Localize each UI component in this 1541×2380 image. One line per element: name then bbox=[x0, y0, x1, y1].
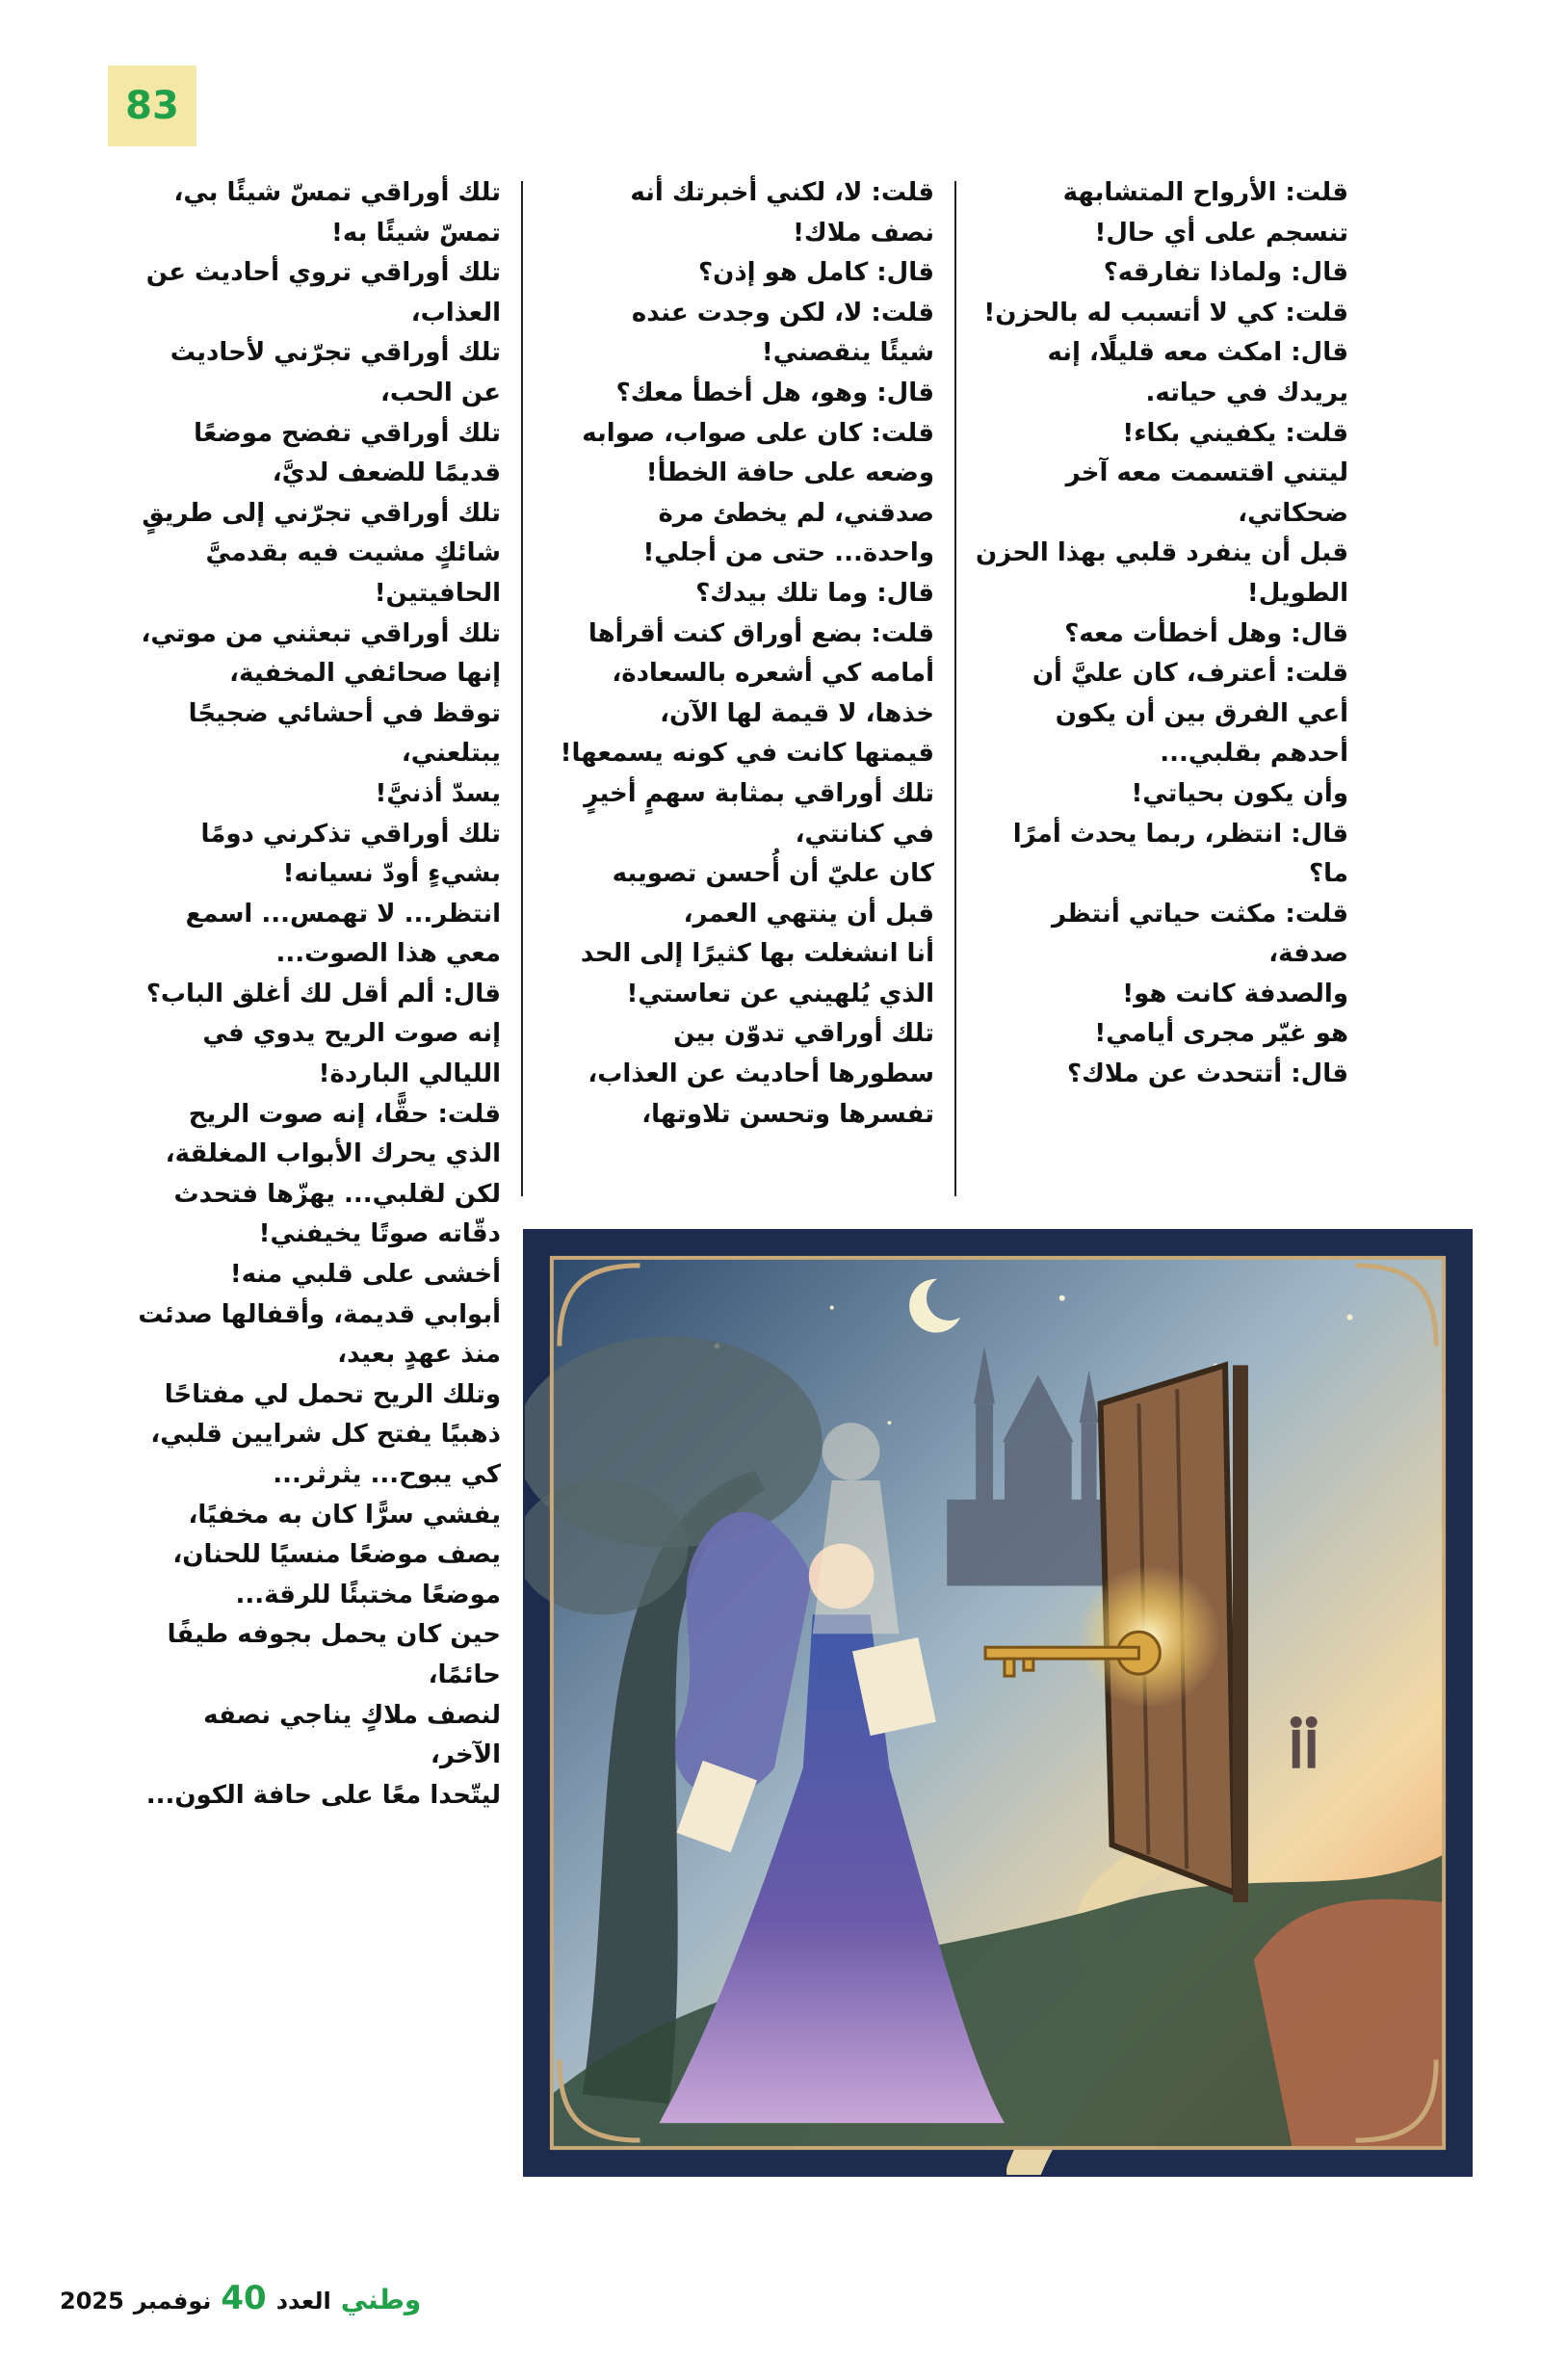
poem-line: تلك أوراقي تذكرني دومًا bbox=[200, 819, 501, 849]
poem-line: الآخر، bbox=[430, 1740, 501, 1770]
poem-line: تلك أوراقي تروي أحاديث عن bbox=[145, 258, 501, 288]
poem-line: منذ عهدٍ بعيد، bbox=[337, 1340, 501, 1370]
poem-line: في كنانتي، bbox=[795, 819, 934, 849]
poem-line: الذي يُلهيني عن تعاستي! bbox=[626, 979, 934, 1008]
poem-line: والصدفة كانت هو! bbox=[1122, 979, 1348, 1008]
poem-line: العذاب، bbox=[410, 298, 501, 327]
poem-line: تلك أوراقي تجرّني إلى طريقٍ bbox=[142, 498, 501, 528]
poem-line: موضعًا مختبئًا للرقة... bbox=[235, 1580, 501, 1609]
poem-line: إنها صحائفي المخفية، bbox=[229, 659, 501, 689]
poem-line: حائمًا، bbox=[428, 1660, 501, 1689]
poem-line: ما؟ bbox=[1309, 859, 1348, 889]
poem-line: الليالي الباردة! bbox=[318, 1059, 501, 1089]
column-divider bbox=[521, 181, 523, 1196]
poem-line: يصف موضعًا منسيًا للحنان، bbox=[172, 1540, 501, 1570]
poem-line: قلت: لا، لكني أخبرتك أنه bbox=[630, 178, 934, 207]
poem-line: قبل أن ينتهي العمر، bbox=[683, 899, 934, 928]
poem-line: الذي يحرك الأبواب المغلقة، bbox=[165, 1139, 501, 1169]
poem-line: ليتّحدا معًا على حافة الكون... bbox=[145, 1780, 501, 1810]
poem-line: تلك أوراقي بمثابة سهمٍ أخيرٍ bbox=[584, 778, 934, 808]
poem-line: ذهبيًا يفتح كل شرايين قلبي، bbox=[150, 1420, 501, 1450]
poem-line: معي هذا الصوت... bbox=[275, 939, 501, 969]
poem-line: قلت: مكثت حياتي أنتظر bbox=[1051, 899, 1348, 928]
poem-line: قال: كامل هو إذن؟ bbox=[698, 258, 934, 288]
poem-line: وتلك الريح تحمل لي مفتاحًا bbox=[164, 1379, 501, 1409]
poem-line: نصف ملاك! bbox=[793, 218, 934, 248]
poem-line: قلت: كي لا أتسبب له بالحزن! bbox=[983, 298, 1348, 327]
poem-line: قلت: أعترف، كان عليَّ أن bbox=[1032, 659, 1348, 689]
column-divider bbox=[954, 181, 956, 1196]
text-column-middle bbox=[539, 173, 934, 1135]
poem-line: قال: وما تلك بيدك؟ bbox=[695, 578, 934, 608]
poem-line: قال: وهو، هل أخطأ معك؟ bbox=[615, 378, 934, 407]
footer-issue-number: 40 bbox=[221, 2279, 267, 2317]
poem-line: تلك أوراقي تفضح موضعًا bbox=[194, 418, 501, 448]
poem-line: واحدة... حتى من أجلي! bbox=[642, 538, 934, 568]
poem-line: قال: امكث معه قليلًا، إنه bbox=[1047, 338, 1348, 368]
poem-line: كي يبوح... يثرثر... bbox=[273, 1460, 501, 1489]
footer-magazine-name: وطني bbox=[340, 2284, 422, 2315]
poem-line: تلك أوراقي تبعثني من موتي، bbox=[141, 618, 501, 648]
poem-line: شيئًا ينقصني! bbox=[761, 338, 934, 368]
poem-line: قال: انتظر، ربما يحدث أمرًا bbox=[1012, 819, 1348, 849]
poem-line: عن الحب، bbox=[379, 378, 501, 407]
poem-line: قيمتها كانت في كونه يسمعها! bbox=[560, 739, 934, 769]
poem-line: قلت: بضع أوراق كنت أقرأها bbox=[588, 618, 934, 648]
poem-line: انتظر... لا تهمس... اسمع bbox=[185, 899, 501, 928]
poem-line: كان عليّ أن أُحسن تصويبه bbox=[612, 859, 934, 889]
poem-line: هو غيّر مجرى أيامي! bbox=[1094, 1019, 1348, 1049]
poem-line: أحدهم بقلبي... bbox=[1160, 739, 1348, 769]
text-column-left bbox=[138, 173, 501, 1816]
poem-line: تلك أوراقي تدوّن بين bbox=[673, 1019, 934, 1049]
poem-line: يريدك في حياته. bbox=[1145, 378, 1348, 407]
poem-line: قال: ولماذا تفارقه؟ bbox=[1103, 258, 1348, 288]
poem-line: صدقني، لم يخطئ مرة bbox=[658, 498, 934, 528]
poem-line: توقظ في أحشائي ضجيجًا bbox=[188, 698, 501, 728]
poem-line: يسدّ أذنيَّ! bbox=[375, 778, 501, 808]
poem-line: لنصف ملاكٍ يناجي نصفه bbox=[203, 1700, 501, 1730]
poem-line: وأن يكون بحياتي! bbox=[1131, 778, 1348, 808]
page-footer bbox=[60, 2279, 421, 2317]
poem-line: الطويل! bbox=[1246, 578, 1348, 608]
poem-line: صدفة، bbox=[1268, 939, 1348, 969]
poem-line: لكن لقلبي... يهزّها فتحدث bbox=[173, 1179, 501, 1209]
poem-line: الحافيتين! bbox=[374, 578, 501, 608]
poem-line: قال: ألم أقل لك أغلق الباب؟ bbox=[145, 979, 501, 1008]
poem-line: حين كان يحمل بجوفه طيفًا bbox=[167, 1620, 501, 1650]
poem-line: وضعه على حافة الخطأ! bbox=[645, 458, 934, 488]
poem-line: خذها، لا قيمة لها الآن، bbox=[660, 698, 934, 728]
poem-line: شائكٍ مشيت فيه بقدميَّ bbox=[205, 538, 501, 568]
poem-line: قال: أتتحدث عن ملاك؟ bbox=[1067, 1059, 1348, 1089]
poem-line: قال: وهل أخطأت معه؟ bbox=[1064, 618, 1348, 648]
poem-line: قبل أن ينفرد قلبي بهذا الحزن bbox=[975, 538, 1348, 568]
page-number: 83 bbox=[125, 84, 179, 128]
poem-line: قلت: كان على صواب، صوابه bbox=[582, 418, 934, 448]
page-number-badge bbox=[108, 65, 196, 146]
poem-line: ليتني اقتسمت معه آخر bbox=[1065, 458, 1348, 488]
poem-line: قلت: الأرواح المتشابهة bbox=[1062, 178, 1348, 207]
poem-line: بشيءٍ أودّ نسيانه! bbox=[282, 859, 501, 889]
poem-line: قلت: لا، لكن وجدت عنده bbox=[631, 298, 934, 327]
poem-line: سطورها أحاديث عن العذاب، bbox=[588, 1059, 934, 1089]
poem-line: تلك أوراقي تجرّني لأحاديث bbox=[170, 338, 501, 368]
poem-line: قلت: حقًّا، إنه صوت الريح bbox=[188, 1099, 501, 1129]
poem-line: تنسجم على أي حال! bbox=[1094, 218, 1348, 248]
illustration-woman-door-castle bbox=[523, 1229, 1473, 2177]
poem-line: يفشي سرًّا كان به مخفيًا، bbox=[188, 1500, 501, 1530]
poem-line: أمامه كي أشعره بالسعادة، bbox=[612, 659, 934, 689]
poem-line: أعي الفرق بين أن يكون bbox=[1055, 698, 1348, 728]
text-column-right bbox=[973, 173, 1348, 1095]
poem-line: أخشى على قلبي منه! bbox=[229, 1260, 501, 1290]
poem-line: دقّاته صوتًا يخيفني! bbox=[258, 1219, 501, 1249]
poem-line: أنا انشغلت بها كثيرًا إلى الحد bbox=[580, 939, 934, 969]
poem-line: أبوابي قديمة، وأقفالها صدئت bbox=[138, 1299, 501, 1329]
footer-year: 2025 bbox=[60, 2288, 124, 2315]
poem-line: قلت: يكفيني بكاء! bbox=[1122, 418, 1348, 448]
poem-line: يبتلعني، bbox=[401, 739, 501, 769]
poem-line: تمسّ شيئًا به! bbox=[331, 218, 501, 248]
poem-line: إنه صوت الريح يدوي في bbox=[202, 1019, 501, 1049]
poem-line: ضحكاتي، bbox=[1238, 498, 1348, 528]
illustration-svg bbox=[525, 1231, 1471, 2175]
poem-line: تلك أوراقي تمسّ شيئًا بي، bbox=[173, 178, 501, 207]
footer-month: نوفمبر bbox=[133, 2288, 212, 2315]
poem-line: تفسرها وتحسن تلاوتها، bbox=[641, 1099, 934, 1129]
footer-issue-label: العدد bbox=[275, 2288, 331, 2315]
poem-line: قديمًا للضعف لديَّ، bbox=[272, 458, 501, 488]
